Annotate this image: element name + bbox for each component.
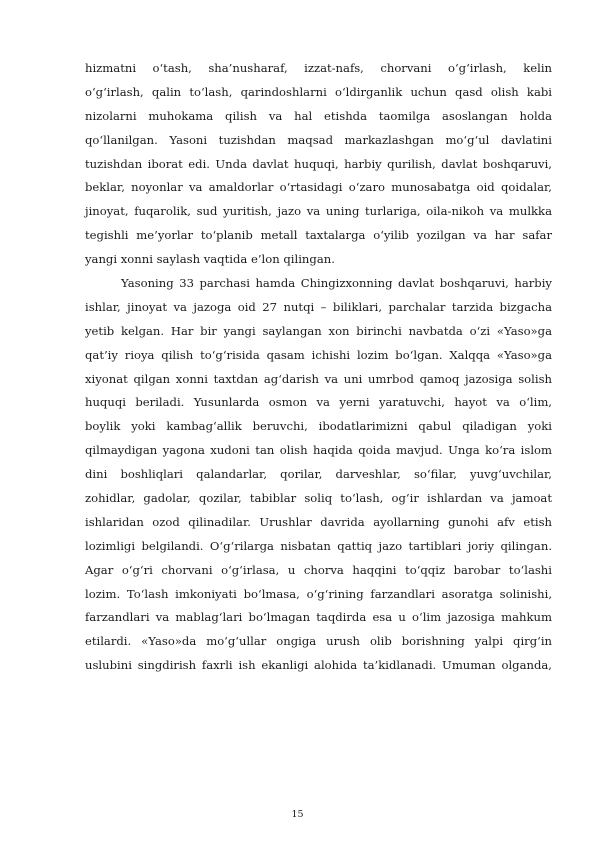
paragraph-start-line: Yasoning 33 parchasi hamda Chingizxonning davlat boshqaruvi, harbiy: [121, 276, 552, 291]
text-line: lozim. To‘lash imkoniyati bo‘lmasa, o‘g‘rining farzandlari asoratga solinishi,: [85, 586, 552, 601]
text-line: yetib kelgan. Har bir yangi saylangan xon birinchi navbatda o‘zi «Yaso»ga: [85, 323, 552, 338]
text-line: uslubini singdirish faxrli ish ekanligi alohida ta’kidlanadi. Umuman olganda,: [85, 658, 552, 673]
page-number: 15: [291, 809, 304, 820]
text-line: etilardi. «Yaso»da mo‘g‘ullar ongiga urush olib borishning yalpi qirg‘in: [85, 634, 552, 649]
text-line: beklar, noyonlar va amaldorlar o‘rtasidagi o‘zaro munosabatga oid qoidalar,: [85, 180, 552, 195]
paragraph-end-line: yangi xonni saylash vaqtida e’lon qilingan.: [85, 252, 335, 267]
text-line: boylik yoki kambag‘allik beruvchi, ibodatlarimizni qabul qiladigan yoki: [85, 419, 552, 434]
text-line: jinoyat, fuqarolik, sud yuritish, jazo va uning turlariga, oila-nikoh va mulkka: [85, 204, 552, 219]
text-line: dini boshliqlari qalandarlar, qorilar, darveshlar, so‘filar, yuvg‘uvchilar,: [85, 467, 552, 482]
text-line: hizmatni o‘tash, sha’nusharaf, izzat-nafs, chorvani o‘g‘irlash, kelin: [85, 61, 552, 75]
text-line: huquqi beriladi. Yusunlarda osmon va yerni yaratuvchi, hayot va o‘lim,: [85, 395, 552, 410]
text-line: zohidlar, gadolar, qozilar, tabiblar soliq to‘lash, og‘ir ishlardan va jamoat: [85, 491, 552, 506]
text-line: nizolarni muhokama qilish va hal etishda taomilga asoslangan holda: [85, 108, 552, 123]
text-line: lozimligi belgilandi. O‘g‘rilarga nisbatan qattiq jazo tartiblari joriy qilingan.: [85, 538, 552, 553]
text-line: ishlaridan ozod qilinadilar. Urushlar davrida ayollarning gunohi afv etish: [85, 514, 552, 529]
text-line: Agar o‘g‘ri chorvani o‘g‘irlasa, u chorva haqqini to‘qqiz barobar to‘lashi: [85, 562, 552, 577]
text-line: qo‘llanilgan. Yasoni tuzishdan maqsad markazlashgan mo‘g‘ul davlatini: [85, 132, 552, 147]
text-line: tuzishdan iborat edi. Unda davlat huquqi, harbiy qurilish, davlat boshqaruvi,: [85, 156, 552, 171]
text-line: tegishli me’yorlar to‘planib metall taxtalarga o‘yilib yozilgan va har safar: [85, 228, 552, 243]
text-line: qat’iy rioya qilish to‘g‘risida qasam ichishi lozim bo‘lgan. Xalqqa «Yaso»ga: [85, 347, 552, 362]
text-line: qilmaydigan yagona xudoni tan olish haqida qoida mavjud. Unga ko‘ra islom: [85, 443, 552, 458]
document-body: [85, 57, 552, 678]
text-line: o‘g‘irlash, qalin to‘lash, qarindoshlarni o‘ldirganlik uchun qasd olish kabi: [85, 84, 552, 99]
text-line: ishlar, jinoyat va jazoga oid 27 nutqi – biliklari, parchalar tarzida bizgacha: [85, 299, 552, 314]
text-line: farzandlari va mablag‘lari bo‘lmagan taqdirda esa u o‘lim jazosiga mahkum: [85, 610, 552, 625]
text-line: xiyonat qilgan xonni taxtdan ag‘darish va uni umrbod qamoq jazosiga solish: [85, 371, 552, 386]
